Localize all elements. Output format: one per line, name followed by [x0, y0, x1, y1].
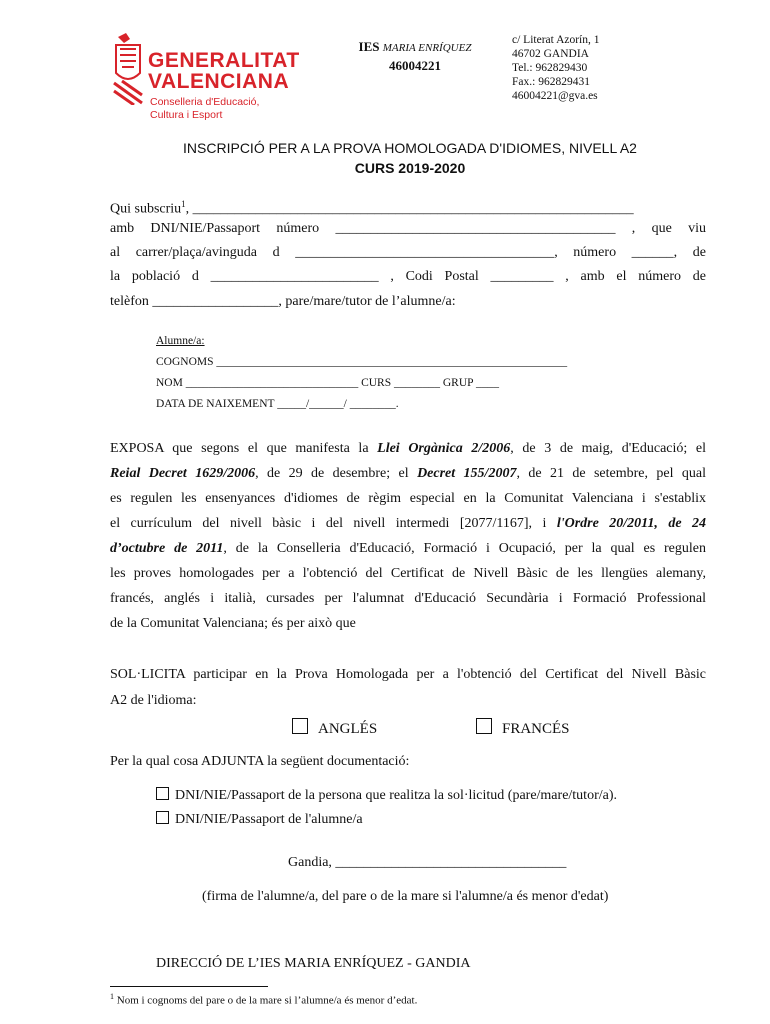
school-name: MARIA ENRÍQUEZ: [382, 42, 472, 54]
generalitat-logo: [112, 33, 302, 121]
logo-name-line2: VALENCIANA: [148, 70, 290, 93]
course-year: CURS 2019-2020: [354, 160, 466, 176]
form-line-dni: amb DNI/NIE/Passaport número ________________________________________ , que viu: [110, 221, 706, 236]
exposa-line: es regulen les ensenyances d'idiomes de règim especial en la Comunitat Valenciana i s'establix: [110, 491, 706, 506]
exposa-line: de la Comunitat Valenciana; és per això que: [110, 616, 356, 631]
exposa-line: francés, anglés i italià, cursades per l'alumnat d'Educació Secundària i Formació Professional: [110, 591, 706, 606]
form-line-street: al carrer/plaça/avinguda d _____________________________________, número ______, de: [110, 245, 706, 260]
form-line-phone: telèfon __________________, pare/mare/tutor de l’alumne/a:: [110, 294, 456, 309]
exposa-line: el currículum del nivell bàsic i del nivell intermedi [2077/1167], i l'Ordre 20/2011, de 24: [110, 516, 706, 531]
student-heading: Alumne/a:: [156, 335, 205, 347]
student-name-course-field: NOM ______________________________ CURS ________ GRUP ____: [156, 377, 500, 389]
school-prefix: IES: [358, 39, 380, 54]
sollicita-line1: SOL·LICITA participar en la Prova Homologada per a l'obtenció del Certificat del Nivell Bàsic: [110, 667, 706, 682]
address-line: 46004221@gva.es: [512, 90, 598, 102]
logo-sub-line2: Cultura i Esport: [150, 109, 223, 121]
address-line: c/ Literat Azorín, 1: [512, 34, 600, 46]
address-line: Fax.: 962829431: [512, 76, 590, 88]
exposa-line: d’octubre de 2011, de la Conselleria d'Educació, Formació i Ocupació, per la qual es regulen: [110, 541, 706, 556]
student-id-label: DNI/NIE/Passaport de l'alumne/a: [175, 812, 363, 827]
logo-sub-line1: Conselleria d'Educació,: [150, 96, 260, 108]
french-label: FRANCÉS: [502, 721, 570, 737]
exposa-line: EXPOSA que segons el que manifesta la Llei Orgànica 2/2006, de 3 de maig, d'Educació; el: [110, 441, 706, 456]
english-label: ANGLÉS: [318, 721, 378, 737]
footnote-divider: [110, 986, 268, 987]
student-id-checkbox[interactable]: [156, 811, 169, 824]
address-line: 46702 GANDIA: [512, 48, 589, 60]
school-header: [320, 38, 510, 74]
signature-place-date: Gandia, _________________________________: [288, 855, 567, 870]
signature-note: (firma de l'alumne/a, del pare o de la mare si l'alumne/a és menor d'edat): [202, 889, 609, 904]
sollicita-line2: A2 de l'idioma:: [110, 693, 197, 708]
form-title: INSCRIPCIÓ PER A LA PROVA HOMOLOGADA D'IDIOMES, NIVELL A2: [183, 140, 637, 156]
direction-line: DIRECCIÓ DE L’IES MARIA ENRÍQUEZ - GANDIA: [156, 956, 471, 971]
parent-id-label: DNI/NIE/Passaport de la persona que realitza la sol·licitud (pare/mare/tutor/a).: [175, 788, 617, 803]
footnote-ref: 1: [181, 199, 186, 209]
exposa-paragraph: [110, 436, 706, 636]
adjunta-intro: Per la qual cosa ADJUNTA la següent documentació:: [110, 754, 410, 769]
exposa-line: les proves homologades per a l'obtenció del Certificat de Nivell Bàsic de les llengües alemany,: [110, 566, 706, 581]
footnote: $^1$ Nom i cognoms del pare o de la mare si l’alumne/a és menor d’edat.: [110, 992, 418, 1007]
form-line-town: la població d ________________________ , Codi Postal _________ , amb el número de: [110, 269, 706, 284]
student-birthdate-field: DATA DE NAIXEMENT _____/______/ ________.: [156, 398, 399, 410]
school-address: [512, 33, 600, 103]
document-option-student-id[interactable]: [156, 807, 363, 832]
school-code: 46004221: [389, 58, 441, 73]
student-surnames-field: COGNOMS _____________________________________________________________: [156, 356, 568, 368]
form-line-subscriber: Qui subscriu$^1$, _______________________________________________________________: [110, 199, 634, 217]
address-line: Tel.: 962829430: [512, 62, 588, 74]
coat-of-arms-icon: [112, 33, 144, 105]
exposa-line: Reial Decret 1629/2006, de 29 de desembre; el Decret 155/2007, de 21 de setembre, pel qual: [110, 466, 707, 481]
language-option-french[interactable]: [476, 718, 570, 738]
document-option-parent-id[interactable]: [156, 783, 617, 808]
logo-name-line1: GENERALITAT: [148, 49, 300, 72]
french-checkbox[interactable]: [476, 718, 492, 734]
parent-id-checkbox[interactable]: [156, 787, 169, 800]
english-checkbox[interactable]: [292, 718, 308, 734]
language-option-english[interactable]: [292, 718, 377, 738]
